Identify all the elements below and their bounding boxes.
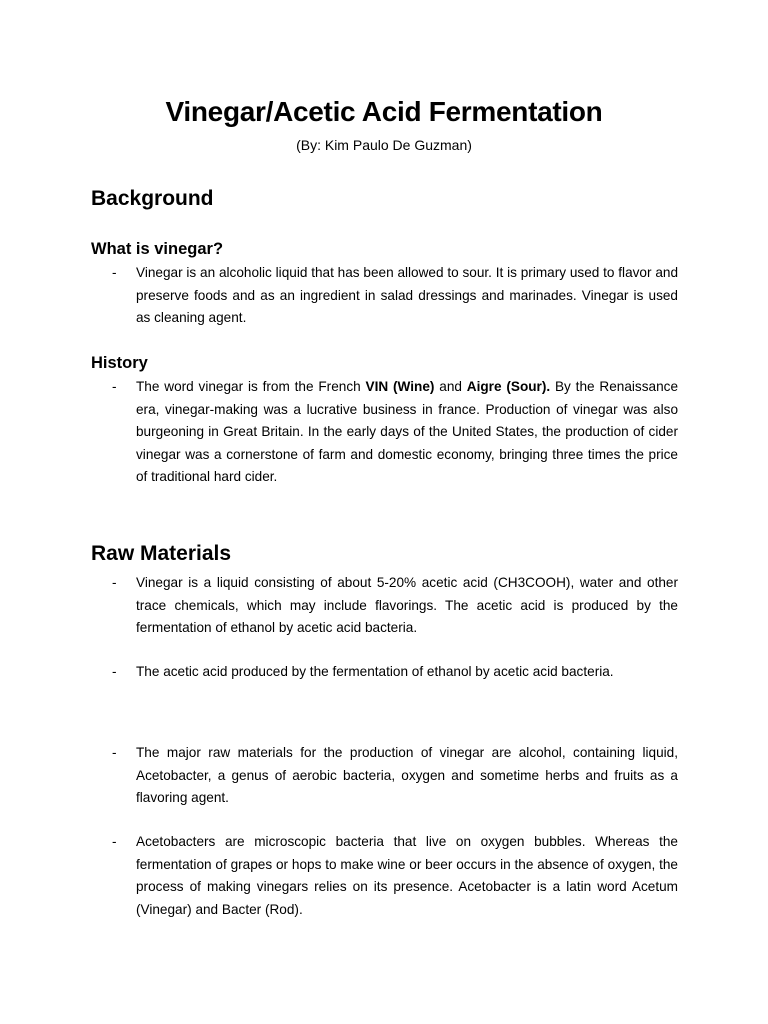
- list-item-text: Vinegar is an alcoholic liquid that has been allowed to sour. It is primary used to flavor and preserve foods and as an ingredient in salad dressings and marinades. Vinegar is used as cleaning agent.: [136, 265, 678, 325]
- bullet-dash: -: [112, 834, 117, 849]
- list-item-text: Acetobacters are microscopic bacteria that live on oxygen bubbles. Whereas the fermentation of grapes or hops to make wine or beer occurs in the absence of oxygen, the process of making vinegars relies on its presence. Acetobacter is a latin word Acetum (Vinegar) and Bacter (Rod).: [136, 834, 678, 917]
- bullet-dash: -: [112, 575, 117, 590]
- document-author: (By: Kim Paulo De Guzman): [296, 137, 472, 153]
- bullet-dash: -: [112, 379, 117, 394]
- list-item-text: [136, 376, 678, 489]
- history-text-1: The word vinegar is from the French: [136, 379, 366, 394]
- list-item: [112, 742, 678, 810]
- list-item-text: Vinegar is a liquid consisting of about 5-20% acetic acid (CH3COOH), water and other trace chemicals, which may include flavorings. The acetic acid is produced by the fermentation of ethanol by acetic acid bacteria.: [136, 575, 678, 635]
- history-text-2: and: [434, 379, 467, 394]
- document-title: Vinegar/Acetic Acid Fermentation: [165, 96, 603, 127]
- heading-history: History: [91, 354, 148, 372]
- list-item: [112, 572, 678, 640]
- history-bold-vin: VIN (Wine): [365, 379, 435, 394]
- list-item-text: The acetic acid produced by the fermentation of ethanol by acetic acid bacteria.: [136, 664, 614, 679]
- history-text-3: By the Renaissance era, vinegar-making was a lucrative business in france. Production of vinegar was also burgeoning in Great Britain. In the early days of the United States, the production of cider vinegar was a cornerstone of farm and domestic economy, bringing three times the price of traditional hard cider.: [136, 379, 679, 484]
- bullet-dash: -: [112, 745, 117, 760]
- heading-background: Background: [91, 187, 214, 210]
- bullet-dash: -: [112, 265, 117, 280]
- list-item: [112, 831, 678, 921]
- list-item: [112, 661, 678, 684]
- list-item: [112, 262, 678, 330]
- list-item-text: The major raw materials for the production of vinegar are alcohol, containing liquid, Acetobacter, a genus of aerobic bacteria, oxygen and sometime herbs and fruits as a flavoring agent.: [136, 745, 678, 805]
- list-item: [112, 376, 678, 489]
- bullet-dash: -: [112, 664, 117, 679]
- history-bold-aigre: Aigre (Sour).: [466, 379, 551, 394]
- heading-what-is-vinegar: What is vinegar?: [91, 240, 224, 258]
- heading-raw-materials: Raw Materials: [91, 542, 232, 565]
